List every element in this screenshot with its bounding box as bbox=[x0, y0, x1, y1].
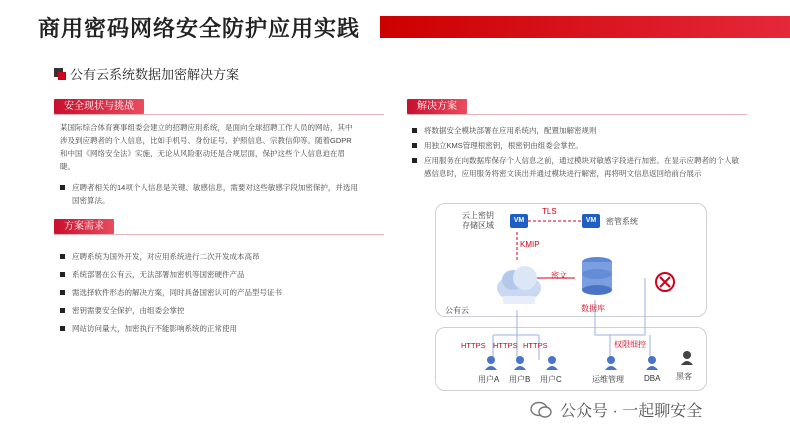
ciphertext-label: 密文 bbox=[551, 271, 567, 280]
tls-label: TLS bbox=[542, 207, 557, 216]
bullet-text: 将数据安全模块部署在应用系统内，配置加解密规则 bbox=[424, 126, 597, 135]
list-item bbox=[60, 268, 380, 281]
public-cloud-label: 公有云 bbox=[445, 306, 469, 315]
status-tag-line bbox=[54, 114, 384, 115]
list-item bbox=[60, 304, 380, 317]
subtitle: 公有云系统数据加密解决方案 bbox=[70, 67, 240, 82]
user-b-label: 用户B bbox=[509, 375, 531, 384]
watermark bbox=[530, 398, 702, 421]
vm-badge-keymgmt: VM bbox=[582, 214, 600, 228]
bullet-text: 密钥需要安全保护，由组委会掌控 bbox=[72, 306, 185, 315]
status-bullet-list bbox=[60, 181, 358, 212]
list-item bbox=[412, 154, 742, 180]
user-a-label: 用户A bbox=[478, 375, 500, 384]
block-icon bbox=[654, 271, 676, 293]
list-item bbox=[60, 250, 380, 263]
hacker-label: 黑客 bbox=[676, 372, 692, 381]
cloud-kms-label-line2: 存储区域 bbox=[462, 221, 494, 230]
list-item bbox=[412, 139, 742, 152]
subtitle-row bbox=[54, 64, 239, 83]
dba-label: DBA bbox=[644, 374, 661, 383]
bullet-text: 需选择软件形态的解决方案，同时具备国密认可的产品型号证书 bbox=[72, 288, 282, 297]
privilege-label: 权限细控 bbox=[614, 340, 646, 349]
cloud-server-icon bbox=[495, 258, 543, 310]
needs-bullet-list bbox=[60, 250, 380, 340]
key-mgmt-label: 密管系统 bbox=[606, 217, 638, 226]
user-a-icon bbox=[484, 355, 498, 371]
status-tag: 安全现状与挑战 bbox=[54, 99, 144, 114]
subtitle-mark-icon bbox=[54, 68, 66, 80]
watermark-text: 公众号 · 一起聊安全 bbox=[560, 403, 703, 420]
database-label: 数据库 bbox=[581, 304, 605, 313]
user-c-label: 用户C bbox=[540, 375, 562, 384]
database-icon bbox=[577, 254, 617, 300]
ops-icon bbox=[604, 355, 618, 371]
list-item bbox=[60, 286, 380, 299]
solution-tag: 解决方案 bbox=[407, 99, 467, 114]
list-item bbox=[60, 322, 380, 335]
bullet-text: 应用服务在向数据库保存个人信息之前，通过模块对敏感字段进行加密。在显示应聘者的个人敏感信息时，应用服务将密文读出并通过模块进行解密，再将明文信息返回给前台展示 bbox=[424, 156, 739, 178]
bullet-text: 网站访问量大，加密执行不能影响系统的正常使用 bbox=[72, 324, 237, 333]
ops-label: 运维管理 bbox=[592, 375, 624, 384]
status-paragraph: 某国际综合体育赛事组委会建立的招聘应用系统，是面向全球招聘工作人员的网站，其中涉及到应聘者的个人信息，比如手机号、身份证号、护照信息、宗教信仰等。随着GDPR和中国《网络安全法》实施，无论从风险驱动还是合规层面，保护这些个人信息迫在眉睫。 bbox=[60, 123, 353, 171]
user-c-icon bbox=[545, 355, 559, 371]
user-b-icon bbox=[513, 355, 527, 371]
cloud-kms-label bbox=[462, 211, 494, 231]
solution-tag-line bbox=[407, 114, 747, 115]
https-label-c: HTTPS bbox=[523, 341, 548, 350]
list-item bbox=[60, 181, 358, 207]
vm-badge-cloud: VM bbox=[510, 214, 528, 228]
bullet-text: 系统部署在公有云，无法部署加密机等国密硬件产品 bbox=[72, 270, 245, 279]
title-accent-bar bbox=[380, 16, 790, 38]
solution-bullet-list bbox=[412, 124, 742, 185]
needs-tag-line bbox=[54, 234, 384, 235]
page-title: 商用密码网络安全防护应用实践 bbox=[38, 16, 361, 42]
hacker-icon bbox=[680, 350, 694, 366]
wechat-icon bbox=[530, 401, 552, 419]
dba-icon bbox=[645, 355, 659, 371]
needs-tag: 方案需求 bbox=[54, 219, 114, 234]
bullet-text: 用独立KMS管理根密钥，根密钥由组委会掌控。 bbox=[424, 141, 583, 150]
https-label-b: HTTPS bbox=[493, 341, 518, 350]
list-item bbox=[412, 124, 742, 137]
https-label-a: HTTPS bbox=[461, 341, 486, 350]
cloud-kms-label-line1: 云上密钥 bbox=[462, 211, 494, 220]
bullet-text: 应聘者相关的14项个人信息是关键、敏感信息，需要对这些敏感字段加密保护，并选用国密算法。 bbox=[72, 183, 358, 205]
bullet-text: 应聘系统为国外开发，对应用系统进行二次开发成本高昂 bbox=[72, 252, 260, 261]
kmip-label: KMIP bbox=[520, 240, 540, 249]
